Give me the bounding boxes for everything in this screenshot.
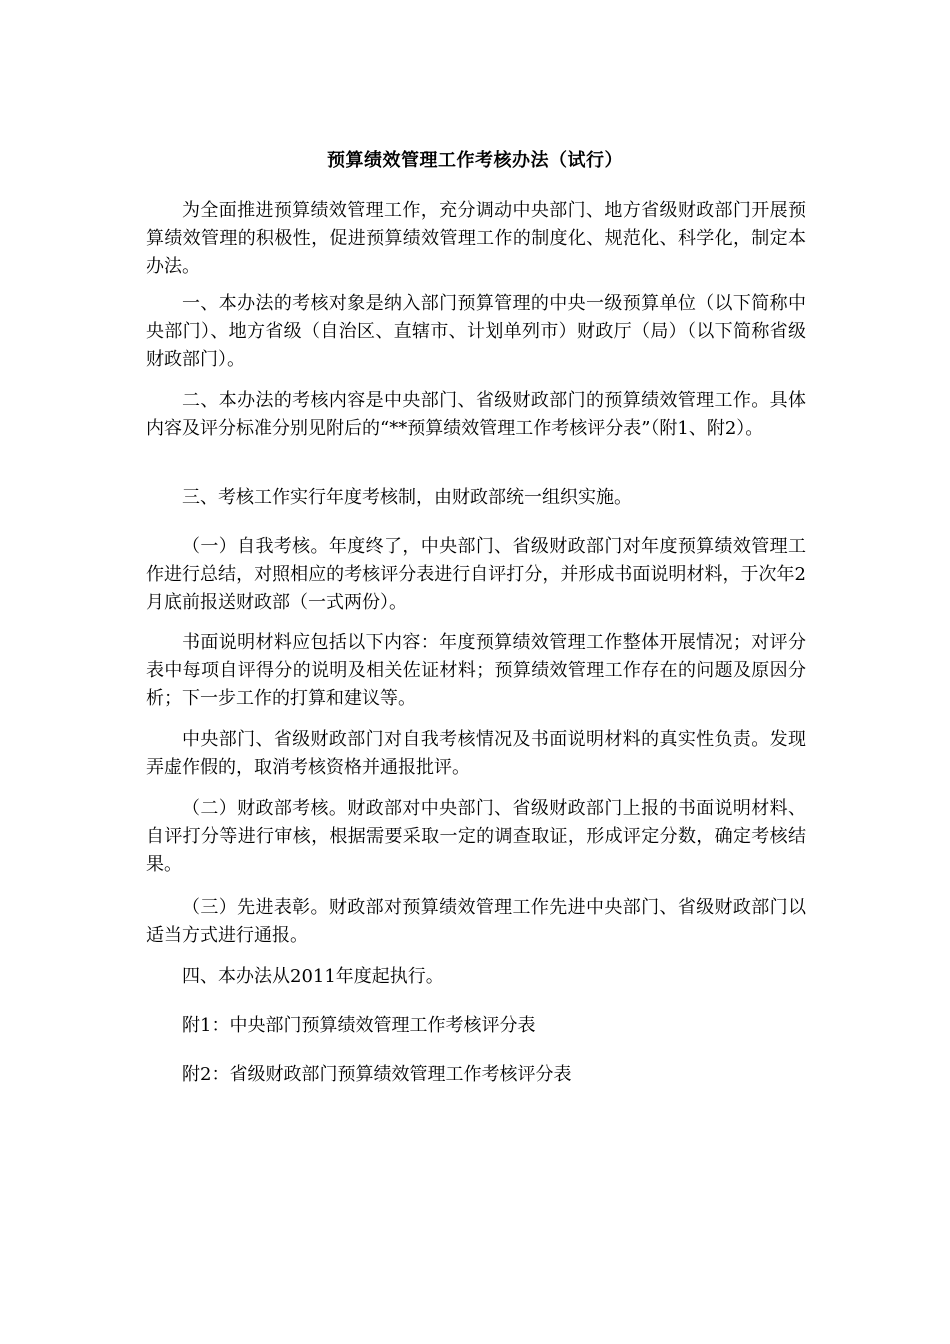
paragraph-written-materials: 书面说明材料应包括以下内容：年度预算绩效管理工作整体开展情况；对评分表中每项自评得分的说明及相关佐证材料；预算绩效管理工作存在的问题及原因分析；下一步工作的打算和建议等。 [146, 632, 806, 709]
paragraph-article-2: 二、本办法的考核内容是中央部门、省级财政部门的预算绩效管理工作。具体内容及评分标准分别见附后的“**预算绩效管理工作考核评分表”（附1、附2）。 [146, 390, 806, 439]
paragraph-self-assessment: （一）自我考核。年度终了，中央部门、省级财政部门对年度预算绩效管理工作进行总结，对照相应的考核评分表进行自评打分，并形成书面说明材料，于次年2月底前报送财政部（一式两份）。 [146, 536, 806, 613]
paragraph-intro: 为全面推进预算绩效管理工作，充分调动中央部门、地方省级财政部门开展预算绩效管理的积极性，促进预算绩效管理工作的制度化、规范化、科学化，制定本办法。 [146, 200, 806, 277]
attachment-2: 附2：省级财政部门预算绩效管理工作考核评分表 [182, 1064, 572, 1085]
document-title: 预算绩效管理工作考核办法（试行） [327, 150, 623, 171]
paragraph-article-1: 一、本办法的考核对象是纳入部门预算管理的中央一级预算单位（以下简称中央部门）、地方省级（自治区、直辖市、计划单列市）财政厅（局）（以下简称省级财政部门）。 [146, 293, 806, 370]
paragraph-article-4: 四、本办法从2011年度起执行。 [182, 966, 444, 987]
paragraph-commendation: （三）先进表彰。财政部对预算绩效管理工作先进中央部门、省级财政部门以适当方式进行通报。 [146, 897, 806, 946]
paragraph-article-3: 三、考核工作实行年度考核制，由财政部统一组织实施。 [182, 487, 632, 508]
paragraph-ministry-assessment: （二）财政部考核。财政部对中央部门、省级财政部门上报的书面说明材料、自评打分等进行审核，根据需要采取一定的调查取证，形成评定分数，确定考核结果。 [146, 798, 806, 875]
paragraph-authenticity: 中央部门、省级财政部门对自我考核情况及书面说明材料的真实性负责。发现弄虚作假的，取消考核资格并通报批评。 [146, 729, 806, 778]
attachment-1: 附1：中央部门预算绩效管理工作考核评分表 [182, 1015, 536, 1036]
